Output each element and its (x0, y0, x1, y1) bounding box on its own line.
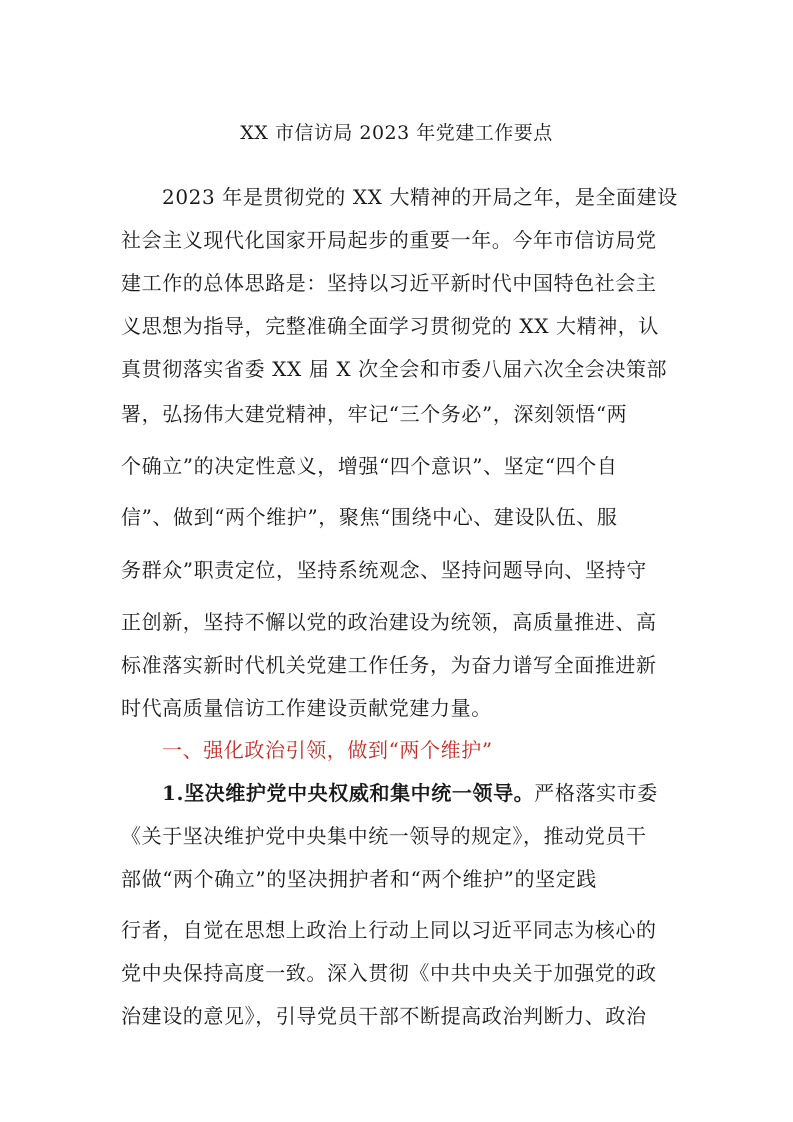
intro-line: 真贯彻落实省委 XX 届 X 次全会和市委八届六次全会决策部 (121, 357, 668, 381)
body-line: 部做“两个确立”的坚决拥护者和“两个维护”的坚定践 (121, 867, 597, 891)
item-heading-bold: 1.坚决维护党中央权威和集中统一领导。 (162, 781, 535, 805)
body-line: 《关于坚决维护党中央集中统一领导的规定》，推动党员干 (121, 824, 647, 848)
intro-line: 2023 年是贯彻党的 XX 大精神的开局之年，是全面建设 (162, 185, 678, 209)
intro-line: 信”、做到“两个维护”，聚焦“围绕中心、建设队伍、服 (121, 505, 618, 529)
intro-line: 标准落实新时代机关党建工作任务，为奋力谱写全面推进新 (121, 653, 657, 677)
document-title: XX 市信访局 2023 年党建工作要点 (240, 122, 553, 144)
intro-line: 署，弘扬伟大建党精神，牢记“三个务必”，深刻领悟“两 (121, 402, 628, 426)
body-line: 行者，自觉在思想上政治上行动上同以习近平同志为核心的 (121, 918, 657, 942)
intro-line: 正创新，坚持不懈以党的政治建设为统领，高质量推进、高 (121, 610, 657, 634)
body-line: 党中央保持高度一致。深入贯彻《中共中央关于加强党的政 (121, 961, 657, 985)
intro-line: 时代高质量信访工作建设贡献党建力量。 (121, 696, 492, 720)
intro-line: 建工作的总体思路是：坚持以习近平新时代中国特色社会主 (121, 271, 657, 295)
body-line: 治建设的意见》，引导党员干部不断提高政治判断力、政治 (121, 1004, 647, 1028)
intro-line: 社会主义现代化国家开局起步的重要一年。今年市信访局党 (121, 228, 657, 252)
intro-line: 务群众”职责定位，坚持系统观念、坚持问题导向、坚持守 (121, 558, 647, 582)
item-heading-rest: 严格落实市委 (534, 781, 658, 805)
intro-line: 义思想为指导，完整准确全面学习贯彻党的 XX 大精神，认 (121, 314, 659, 338)
intro-line: 个确立”的决定性意义，增强“四个意识”、坚定“四个自 (121, 454, 618, 478)
section-heading: 一、强化政治引领，做到“两个维护” (162, 738, 493, 762)
item-heading-line (162, 780, 681, 806)
